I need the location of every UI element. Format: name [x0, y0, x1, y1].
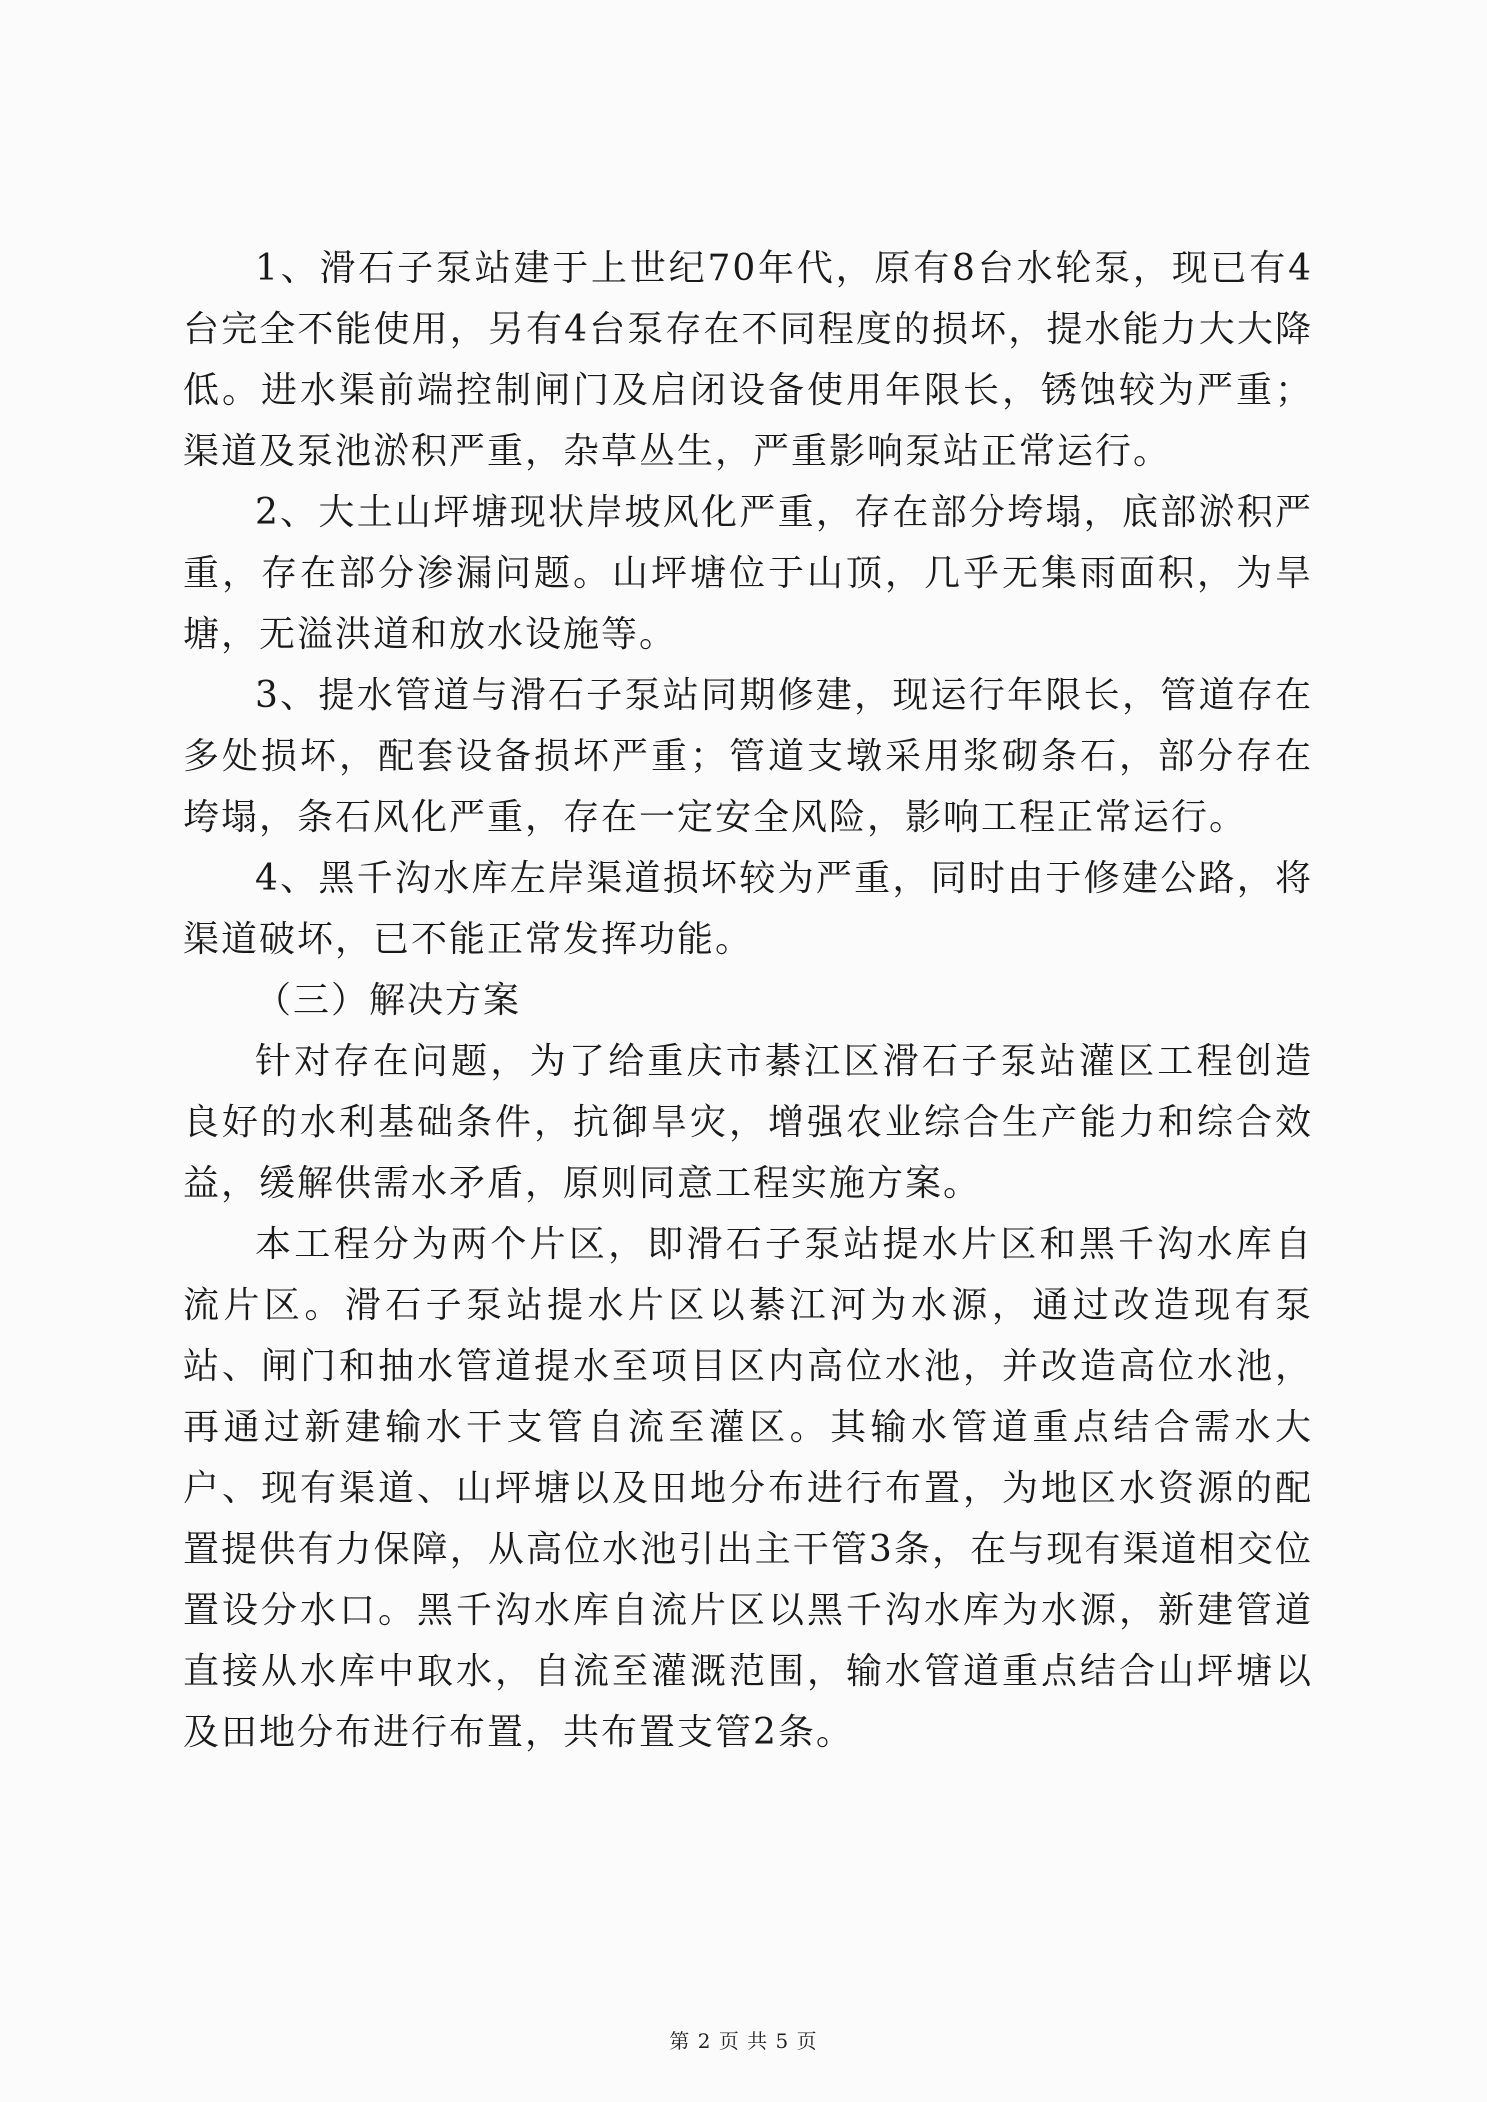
paragraph-pond: 2、大土山坪塘现状岸坡风化严重，存在部分垮塌，底部淤积严重，存在部分渗漏问题。山坪塘位于山顶，几乎无集雨面积，为旱塘，无溢洪道和放水设施等。: [183, 492, 1313, 655]
paragraph-pump-station: 1、滑石子泵站建于上世纪70年代，原有8台水轮泵，现已有4台完全不能使用，另有4台泵存在不同程度的损坏，提水能力大大降低。进水渠前端控制闸门及启闭设备使用年限长，锈蚀较为严重；渠道及泵池淤积严重，杂草丛生，严重影响泵站正常运行。: [183, 248, 1313, 472]
paragraph-pipeline: 3、提水管道与滑石子泵站同期修建，现运行年限长，管道存在多处损坏，配套设备损坏严重；管道支墩采用浆砌条石，部分存在垮塌，条石风化严重，存在一定安全风险，影响工程正常运行。: [183, 675, 1313, 838]
section-heading-solution: （三）解决方案: [255, 980, 522, 1021]
page-number-footer: 第 2 页 共 5 页: [669, 2029, 818, 2053]
paragraph-project-zones: 本工程分为两个片区，即滑石子泵站提水片区和黑千沟水库自流片区。滑石子泵站提水片区以綦江河为水源，通过改造现有泵站、闸门和抽水管道提水至项目区内高位水池，并改造高位水池，再通过新建输水干支管自流至灌区。其输水管道重点结合需水大户、现有渠道、山坪塘以及田地分布进行布置，为地区水资源的配置提供有力保障，从高位水池引出主干管3条，在与现有渠道相交位置设分水口。黑千沟水库自流片区以黑千沟水库为水源，新建管道直接从水库中取水，自流至灌溉范围，输水管道重点结合山坪塘以及田地分布进行布置，共布置支管2条。: [183, 1224, 1313, 1753]
paragraph-reservoir-channel: 4、黑千沟水库左岸渠道损坏较为严重，同时由于修建公路，将渠道破坏，已不能正常发挥功能。: [183, 858, 1313, 960]
paragraph-solution-summary: 针对存在问题，为了给重庆市綦江区滑石子泵站灌区工程创造良好的水利基础条件，抗御旱灾，增强农业综合生产能力和综合效益，缓解供需水矛盾，原则同意工程实施方案。: [183, 1041, 1313, 1204]
document-body: [183, 238, 1313, 1763]
